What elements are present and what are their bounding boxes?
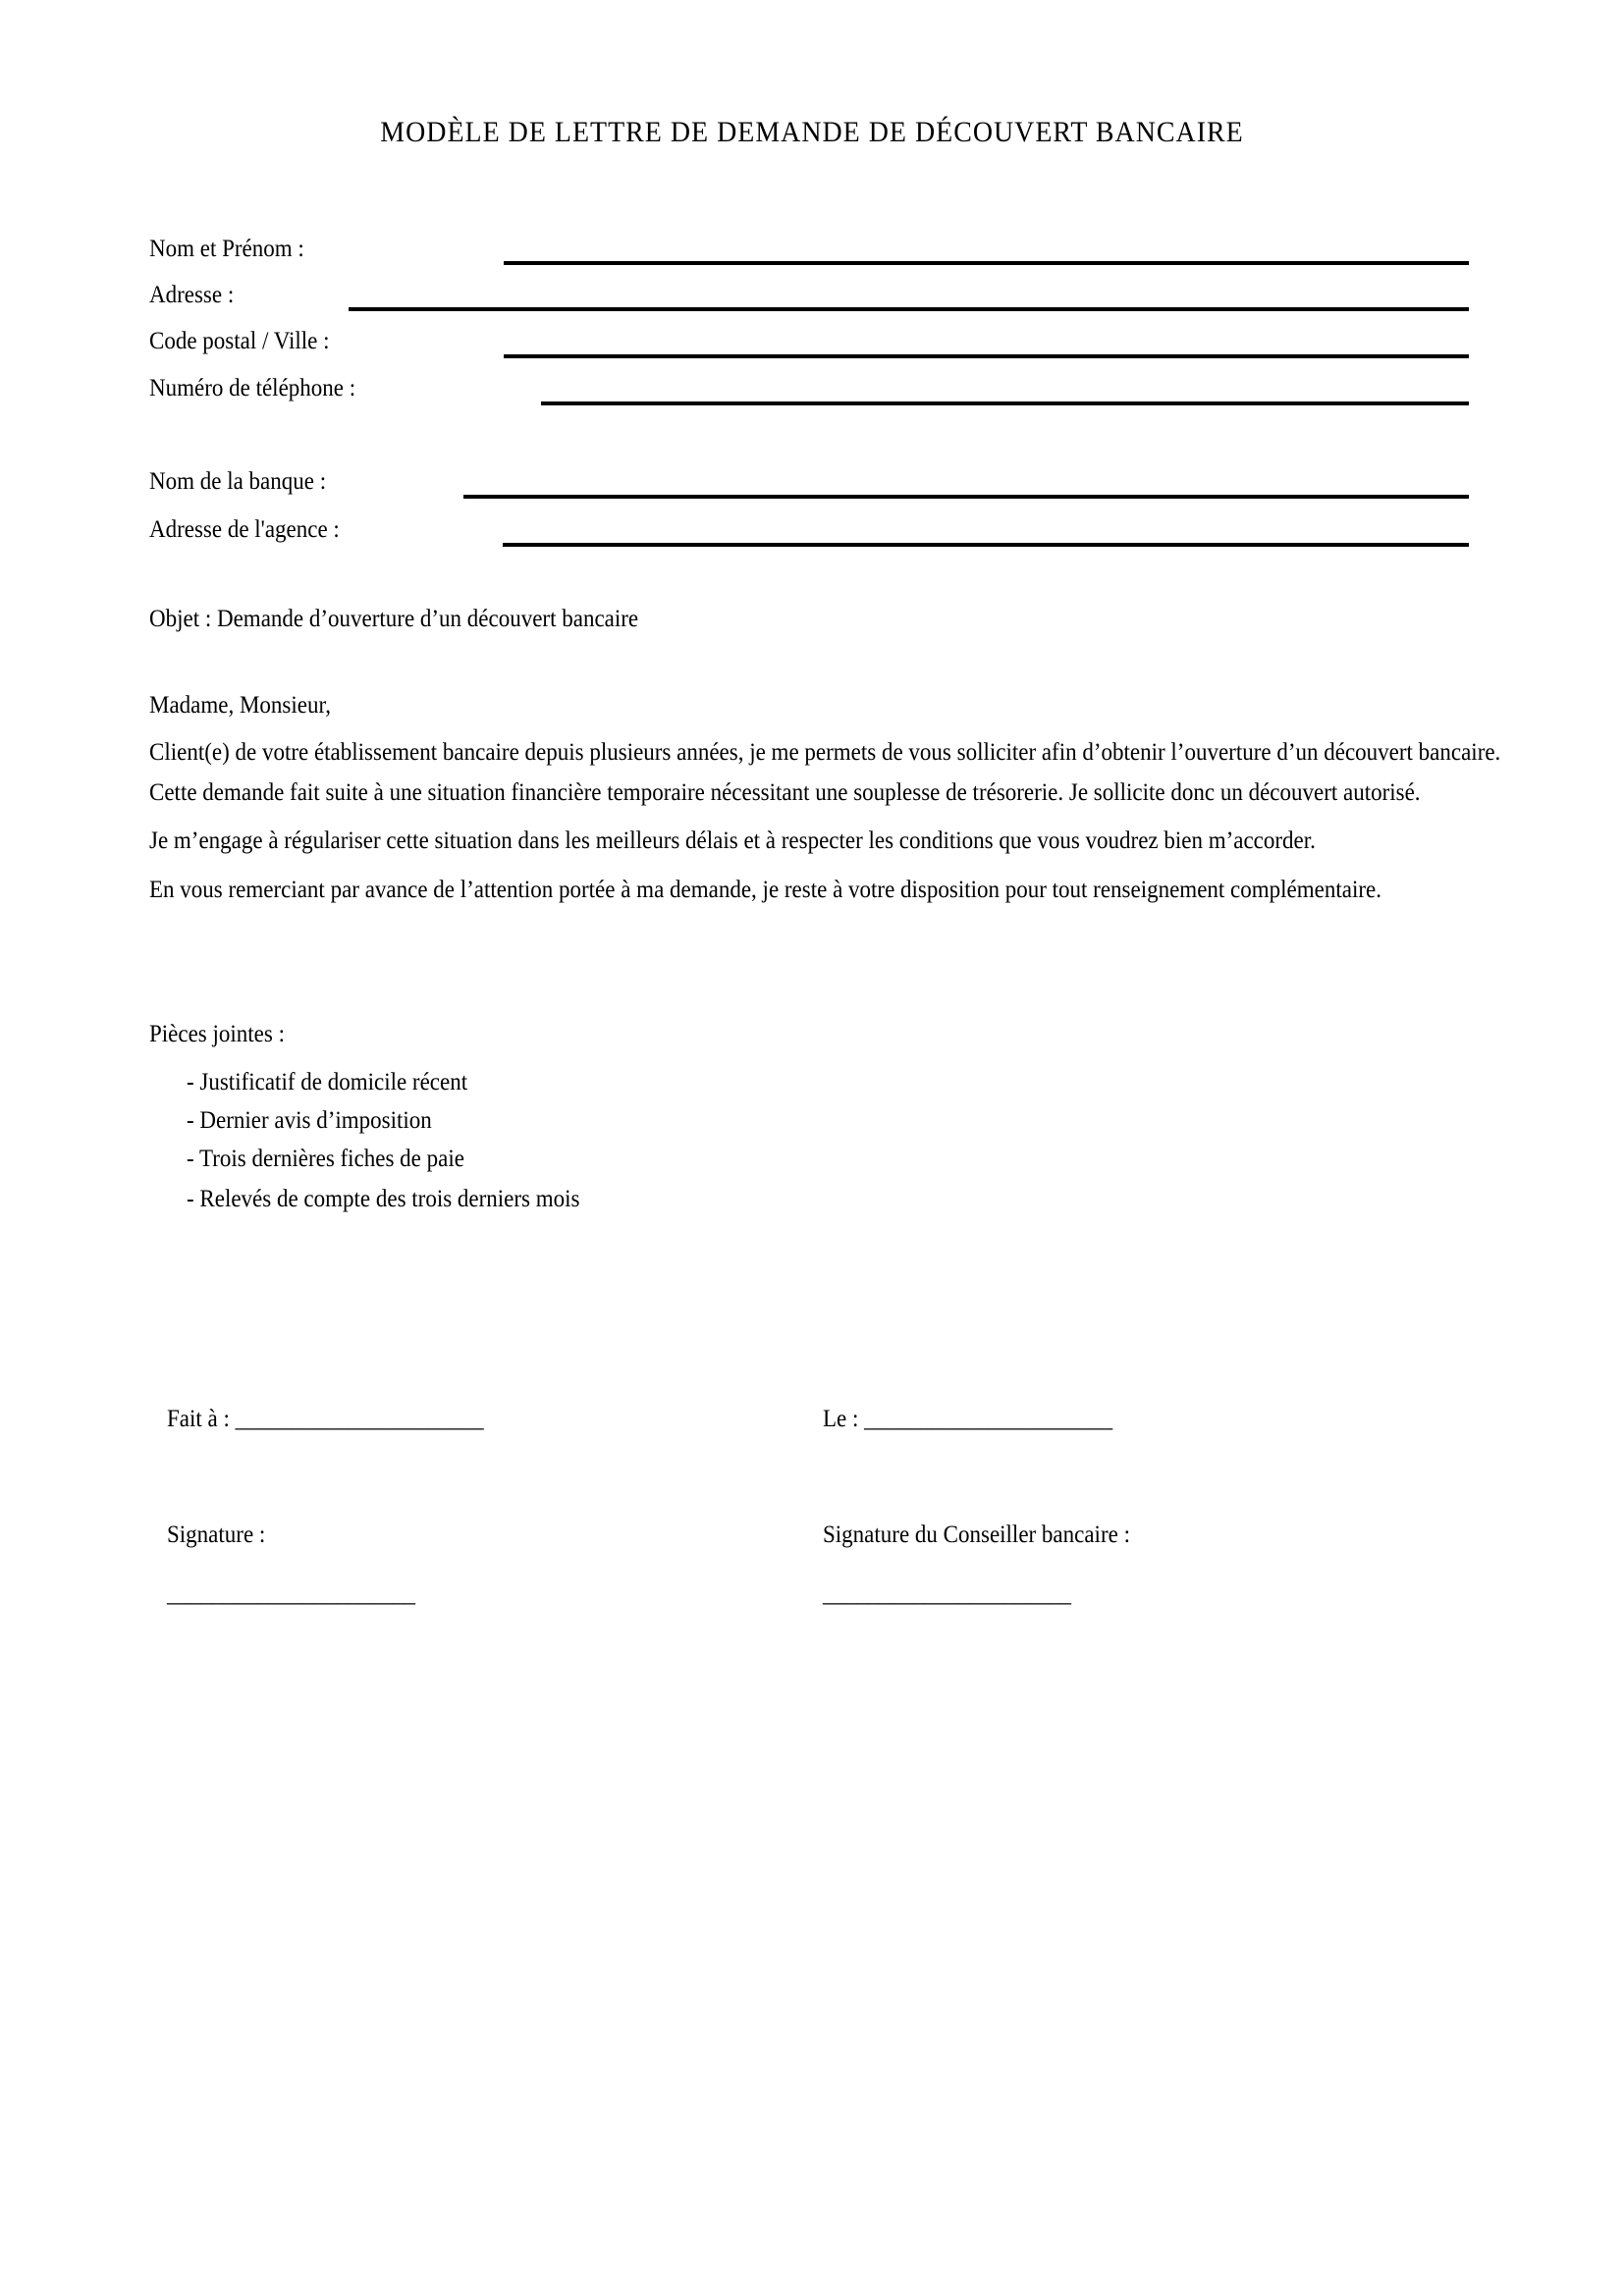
field-label-telephone: Numéro de téléphone :	[149, 375, 356, 401]
field-rule-telephone[interactable]	[541, 401, 1469, 405]
field-row-nom-prenom	[149, 236, 318, 269]
subject-line: Objet : Demande d’ouverture d’un découvert bancaire	[149, 606, 639, 632]
signature-label: Signature :	[167, 1522, 266, 1548]
field-row-telephone	[149, 375, 373, 408]
field-rule-code-postal-ville[interactable]	[504, 354, 1469, 358]
field-rule-nom-banque[interactable]	[463, 495, 1469, 499]
body-paragraph-4: En vous remerciant par avance de l’attention portée à ma demande, je reste à votre disposition pour tout renseignement complémentaire.	[149, 877, 1381, 903]
field-rule-adresse-agence[interactable]	[503, 543, 1469, 547]
field-label-code-postal-ville: Code postal / Ville :	[149, 328, 330, 354]
body-paragraph-2: Cette demande fait suite à une situation financière temporaire nécessitant une souplesse de trésorerie. Je sollicite donc un découvert autorisé.	[149, 779, 1421, 806]
field-label-adresse-agence: Adresse de l'agence :	[149, 516, 340, 543]
date-field[interactable]: Le : ______________________	[823, 1406, 1113, 1432]
attachments-heading: Pièces jointes :	[149, 1021, 285, 1047]
body-paragraph-1: Client(e) de votre établissement bancaire depuis plusieurs années, je me permets de vous solliciter afin d’obtenir l’ouverture d’un découvert bancaire.	[149, 739, 1501, 766]
field-label-nom-prenom: Nom et Prénom :	[149, 236, 304, 262]
advisor-signature-label: Signature du Conseiller bancaire :	[823, 1522, 1130, 1548]
attachment-item-2: - Dernier avis d’imposition	[187, 1107, 432, 1134]
field-row-adresse	[149, 282, 242, 315]
field-row-nom-banque	[149, 468, 342, 502]
advisor-signature-rule[interactable]: ______________________	[823, 1580, 1071, 1607]
field-row-code-postal-ville	[149, 328, 345, 361]
signature-rule[interactable]: ______________________	[167, 1580, 415, 1607]
attachment-item-3: - Trois dernières fiches de paie	[187, 1146, 464, 1172]
field-label-nom-banque: Nom de la banque :	[149, 468, 327, 495]
field-row-adresse-agence	[149, 516, 356, 550]
field-rule-nom-prenom[interactable]	[504, 261, 1469, 265]
place-field[interactable]: Fait à : ______________________	[167, 1406, 484, 1432]
field-label-adresse: Adresse :	[149, 282, 235, 308]
attachment-item-4: - Relevés de compte des trois derniers mois	[187, 1186, 580, 1212]
salutation: Madame, Monsieur,	[149, 692, 331, 719]
attachment-item-1: - Justificatif de domicile récent	[187, 1069, 468, 1095]
field-rule-adresse[interactable]	[349, 307, 1469, 311]
page-title: MODÈLE DE LETTRE DE DEMANDE DE DÉCOUVERT BANCAIRE	[380, 116, 1244, 148]
body-paragraph-3: Je m’engage à régulariser cette situation dans les meilleurs délais et à respecter les conditions que vous voudrez bien m’accorder.	[149, 828, 1316, 854]
